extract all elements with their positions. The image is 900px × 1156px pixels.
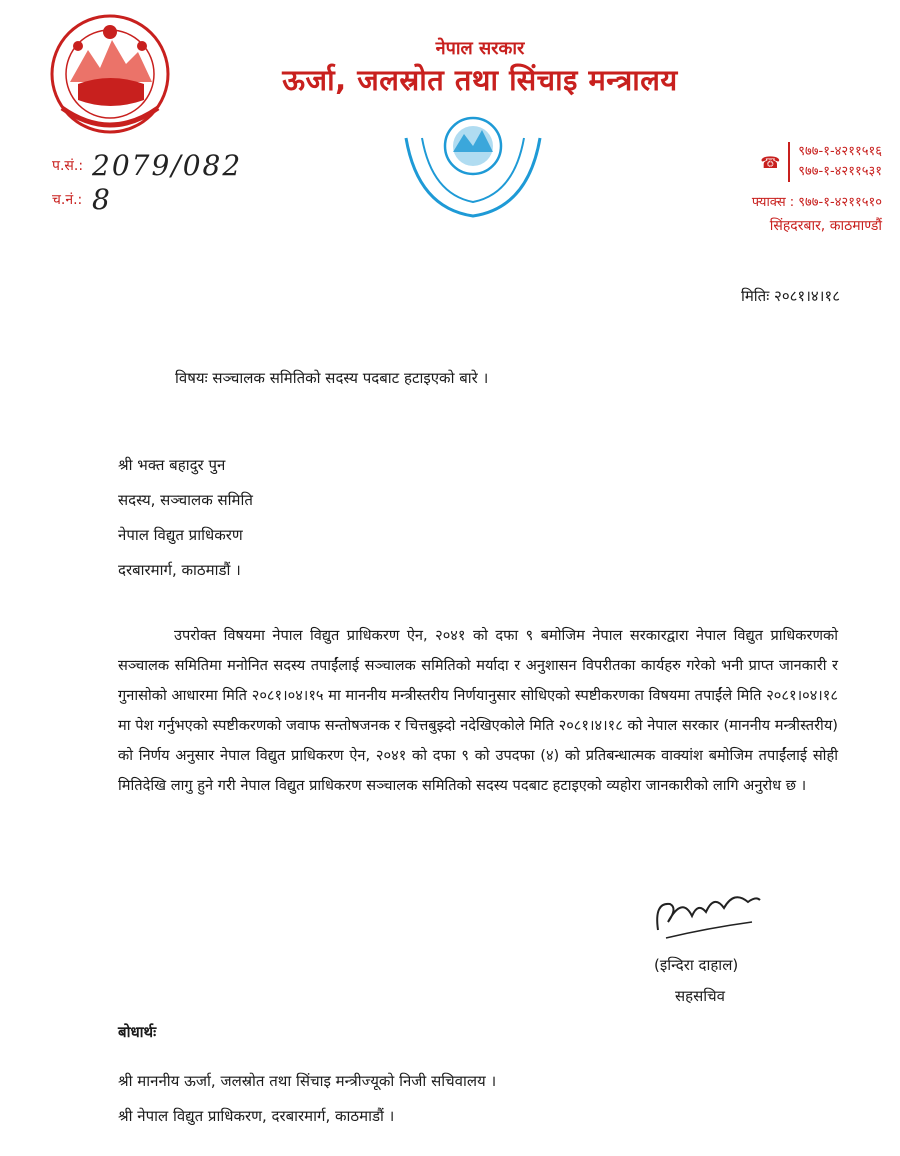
recipient-position: सदस्य, सञ्चालक समिति <box>118 491 253 509</box>
cc-item-2: श्री नेपाल विद्युत प्राधिकरण, दरबारमार्ग, काठमाडौं । <box>118 1107 395 1125</box>
letter-body <box>118 621 838 801</box>
signatory-name: (इन्दिरा दाहाल) <box>654 956 739 974</box>
recipient-organization: नेपाल विद्युत प्राधिकरण <box>118 526 243 544</box>
contact-block <box>682 142 882 235</box>
ministry-stamp-icon <box>398 98 548 228</box>
phone-row <box>682 142 882 182</box>
letter-subject: विषयः सञ्चालक समितिको सदस्य पदबाट हटाइएको बारे । <box>175 369 489 387</box>
cn-value: 8 <box>92 182 112 216</box>
ministry-address: सिंहदरबार, काठमाण्डौं <box>769 218 882 234</box>
recipient-name: श्री भक्त बहादुर पुन <box>118 456 226 474</box>
fax-number: फ्याक्स : ९७७-१-४२११५१० <box>751 195 882 210</box>
phone-number-1: ९७७-१-४२११५१६ <box>798 144 882 159</box>
cc-heading: बोधार्थः <box>118 1023 157 1041</box>
telephone-icon: ☎ <box>760 152 781 172</box>
recipient-address: दरबारमार्ग, काठमाडौं । <box>118 561 241 579</box>
phone-list <box>788 142 882 182</box>
handwritten-signature-icon <box>648 882 768 944</box>
signatory-title: सहसचिव <box>675 987 725 1005</box>
reference-block <box>52 148 242 216</box>
cn-label: च.नं.: <box>52 191 83 208</box>
cc-list <box>118 1064 496 1134</box>
letter-date: मितिः २०८१।४।१८ <box>740 287 840 305</box>
government-title: नेपाल सरकार <box>435 38 525 59</box>
ps-label: प.सं.: <box>52 157 84 174</box>
ministry-title: ऊर्जा, जलस्रोत तथा सिंचाइ मन्त्रालय <box>282 63 678 97</box>
ps-row <box>52 148 242 182</box>
body-paragraph: उपरोक्त विषयमा नेपाल विद्युत प्राधिकरण ऐन, २०४१ को दफा ९ बमोजिम नेपाल सरकारद्वारा नेपाल विद्युत प्राधिकरणको सञ्चालक समितिमा मनोनित सदस्य तपाईंलाई सञ्चालक समितिको मर्यादा र अनुशासन विपरीतका कार्यहरु गरेको भनी प्राप्त जानकारी र गुनासोको आधारमा मिति २०८१।०४।१५ मा माननीय मन्त्रीस्तरीय निर्णयानुसार सोधिएको स्पष्टीकरणका विषयमा तपाईंले मिति २०८१।०४।१८ मा पेश गर्नुभएको स्पष्टीकरणको जवाफ सन्तोषजनक र चित्तबुझ्दो नदेखिएकोले मिति २०८१।४।१८ को नेपाल सरकार (माननीय मन्त्रीस्तरीय) को निर्णय अनुसार नेपाल विद्युत प्राधिकरण ऐन, २०४१ को दफा ९ को उपदफा (४) को प्रतिबन्धात्मक वाक्यांश बमोजिम तपाईंलाई सोही मितिदेखि लागु हुने गरी नेपाल विद्युत प्राधिकरण सञ्चालक समितिको सदस्य पदबाट हटाइएको व्यहोरा जानकारीको लागि अनुरोध छ । <box>118 627 838 794</box>
ps-value: 2079/082 <box>92 148 243 182</box>
cn-row <box>52 182 242 216</box>
phone-number-2: ९७७-१-४२११५३१ <box>798 164 882 179</box>
recipient-block <box>118 448 253 588</box>
cc-item-1: श्री माननीय ऊर्जा, जलस्रोत तथा सिंचाइ मन्त्रीज्यूको निजी सचिवालय । <box>118 1072 497 1090</box>
